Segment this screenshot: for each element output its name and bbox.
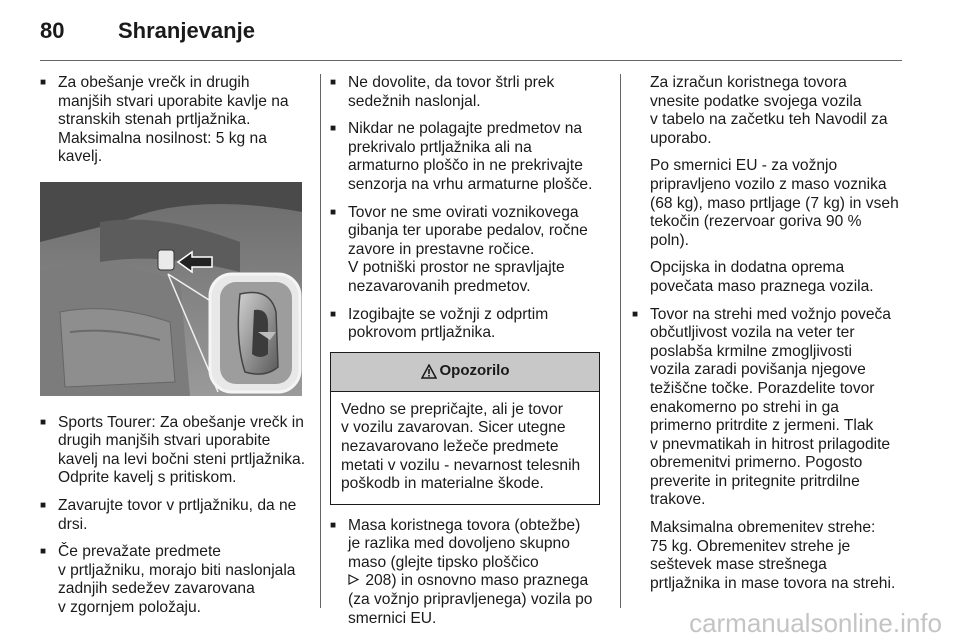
page-number: 80 xyxy=(40,18,65,43)
text-line: poslabša krmilne zmogljivosti xyxy=(650,342,852,360)
text-line: kavelj. xyxy=(58,148,103,166)
text-line: prtljažnika in mase tovora na strehi. xyxy=(650,574,896,592)
text-line: gibanja ter uporabe pedalov, ročne xyxy=(348,222,588,240)
text-line: enakomerno po strehi in ga xyxy=(650,398,839,416)
text-line: vnesite podatke svojega vozila xyxy=(650,92,862,110)
text-line: smernici EU. xyxy=(348,609,437,627)
text-line: poškodb in materialne škode. xyxy=(341,475,544,493)
text-line: v prtljažniku, morajo biti naslonjala xyxy=(58,561,296,579)
text-line: senzorja na vrhu armaturne plošče. xyxy=(348,175,593,193)
bullet-item xyxy=(40,497,308,534)
text-line: seštevek mase strešnega xyxy=(650,556,827,574)
text-line: pokrovom prtljažnika. xyxy=(348,324,496,342)
text-line: sedežnih naslonjal. xyxy=(348,92,481,110)
paragraph xyxy=(632,259,906,296)
trunk-hook-illustration xyxy=(40,182,302,396)
text-line: drsi. xyxy=(58,515,88,533)
column-1 xyxy=(40,74,308,627)
bullet-item xyxy=(330,517,606,629)
text-line: Maksimalna obremenitev strehe: xyxy=(650,519,876,537)
text-line: obremenitvi primerno. Pogosto xyxy=(650,454,863,472)
warning-triangle-icon xyxy=(421,364,437,379)
text-line: Za izračun koristnega tovora xyxy=(650,74,847,91)
bullet-item xyxy=(330,306,606,343)
header-rule xyxy=(40,60,902,61)
text-line: V potniški prostor ne spravljajte xyxy=(348,259,565,277)
text-line: je razlika med dovoljeno skupno xyxy=(348,535,570,553)
text-line: tekočin (rezervoar goriva 90 % xyxy=(650,213,862,231)
column-2 xyxy=(330,74,606,637)
bullet-item xyxy=(330,204,606,297)
paragraph xyxy=(632,74,906,148)
text-line: povečata maso praznega vozila. xyxy=(650,277,874,295)
text-line xyxy=(348,572,606,591)
text-line: uporabo. xyxy=(650,129,712,147)
paragraph xyxy=(632,157,906,250)
warning-title: Opozorilo xyxy=(439,362,510,380)
text-line: ■ Nikdar ne polagajte predmetov na xyxy=(348,120,583,138)
text-line: v vozilu zavarovan. Sicer utegne xyxy=(341,419,566,437)
text-line: drugih manjših stvari uporabite xyxy=(58,432,271,450)
text-line: težiščne točke. Porazdelite tovor xyxy=(650,379,875,397)
text-line: nezavarovano ležeče predmete xyxy=(341,437,559,455)
warning-box xyxy=(330,352,600,505)
text-line: (za vožnjo pripravljenega) vozila po xyxy=(348,591,593,609)
text-line: ■ Masa koristnega tovora (obtežbe) xyxy=(348,516,581,534)
warning-header xyxy=(331,353,599,392)
text-line: Po smernici EU - za vožnjo xyxy=(650,157,838,175)
text-line: poln). xyxy=(650,231,690,249)
watermark: carmanualsonline.info xyxy=(689,608,942,638)
text-line: kavelj na levi bočni steni prtljažnika. xyxy=(58,450,306,468)
column-3 xyxy=(632,74,906,602)
text-line: zadnjih sedežev zavarovana xyxy=(58,580,255,598)
text-line: preverite in pritegnite pritrdilne xyxy=(650,472,860,490)
text-line: prekrivalo prtljažnika ali na xyxy=(348,138,532,156)
page-reference-arrow-icon xyxy=(348,574,359,585)
text-line: Odprite kavelj s pritiskom. xyxy=(58,469,237,487)
bullet-item xyxy=(330,74,606,111)
paragraph xyxy=(632,519,906,593)
bullet-item xyxy=(40,414,308,488)
text-line: Vedno se prepričajte, ali je tovor xyxy=(341,400,563,418)
text-line: v zgornjem položaju. xyxy=(58,598,202,616)
text-line: ■ Če prevažate predmete xyxy=(58,543,221,561)
text-line: Maksimalna nosilnost: 5 kg na xyxy=(58,129,267,147)
text-line: armaturno ploščo in ne prekrivajte xyxy=(348,157,583,175)
text-line: ■ Zavarujte tovor v prtljažniku, da ne xyxy=(58,496,297,514)
text-line: maso (glejte tipsko ploščico xyxy=(348,553,539,571)
bullet-item xyxy=(40,543,308,617)
text-line: zavore in prestavne ročice. xyxy=(348,240,535,258)
text-line: vozila zaradi povišanja njegove xyxy=(650,361,866,379)
text-line: ■ Tovor ne sme ovirati voznikovega xyxy=(348,203,579,221)
text-line: ■ Sports Tourer: Za obešanje vrečk in xyxy=(58,413,304,431)
page-title: Shranjevanje xyxy=(118,18,255,43)
text-line: Opcijska in dodatna oprema xyxy=(650,259,845,277)
text-line: (68 kg), maso prtljage (7 kg) in vseh xyxy=(650,194,899,212)
text-line: 75 kg. Obremenitev strehe je xyxy=(650,537,851,555)
text-line: trakove. xyxy=(650,491,706,509)
text-line: ■ Izogibajte se vožnji z odprtim xyxy=(348,305,549,323)
text-line: v pnevmatikah in hitrost prilagodite xyxy=(650,435,891,453)
text-line: ■ Tovor na strehi med vožnjo poveča xyxy=(650,305,891,323)
text-line: občutljivost vozila na veter ter xyxy=(650,324,855,342)
column-divider xyxy=(320,74,321,608)
warning-body xyxy=(331,392,599,504)
text-line: manjših stvari uporabite kavlje na xyxy=(58,92,289,110)
text-line: v tabelo na začetku teh Navodil za xyxy=(650,111,888,129)
page-reference-number: 208) in osnovno maso praznega xyxy=(361,572,589,590)
bullet-item xyxy=(632,306,906,511)
text-line: nezavarovanih predmetov. xyxy=(348,277,531,295)
text-line: stranskih stenah prtljažnika. xyxy=(58,111,251,129)
text-line: primerno pritrdite z jermeni. Tlak xyxy=(650,417,874,435)
column-divider xyxy=(620,74,621,608)
text-line: metati v vozilu - nevarnost telesnih xyxy=(341,456,581,474)
text-line: pripravljeno vozilo z maso voznika xyxy=(650,175,887,193)
bullet-item xyxy=(330,120,606,194)
text-line: ■ Ne dovolite, da tovor štrli prek xyxy=(348,74,555,91)
bullet-item xyxy=(40,74,308,167)
page-reference-link[interactable] xyxy=(348,572,588,589)
text-line: ■ Za obešanje vrečk in drugih xyxy=(58,74,250,91)
